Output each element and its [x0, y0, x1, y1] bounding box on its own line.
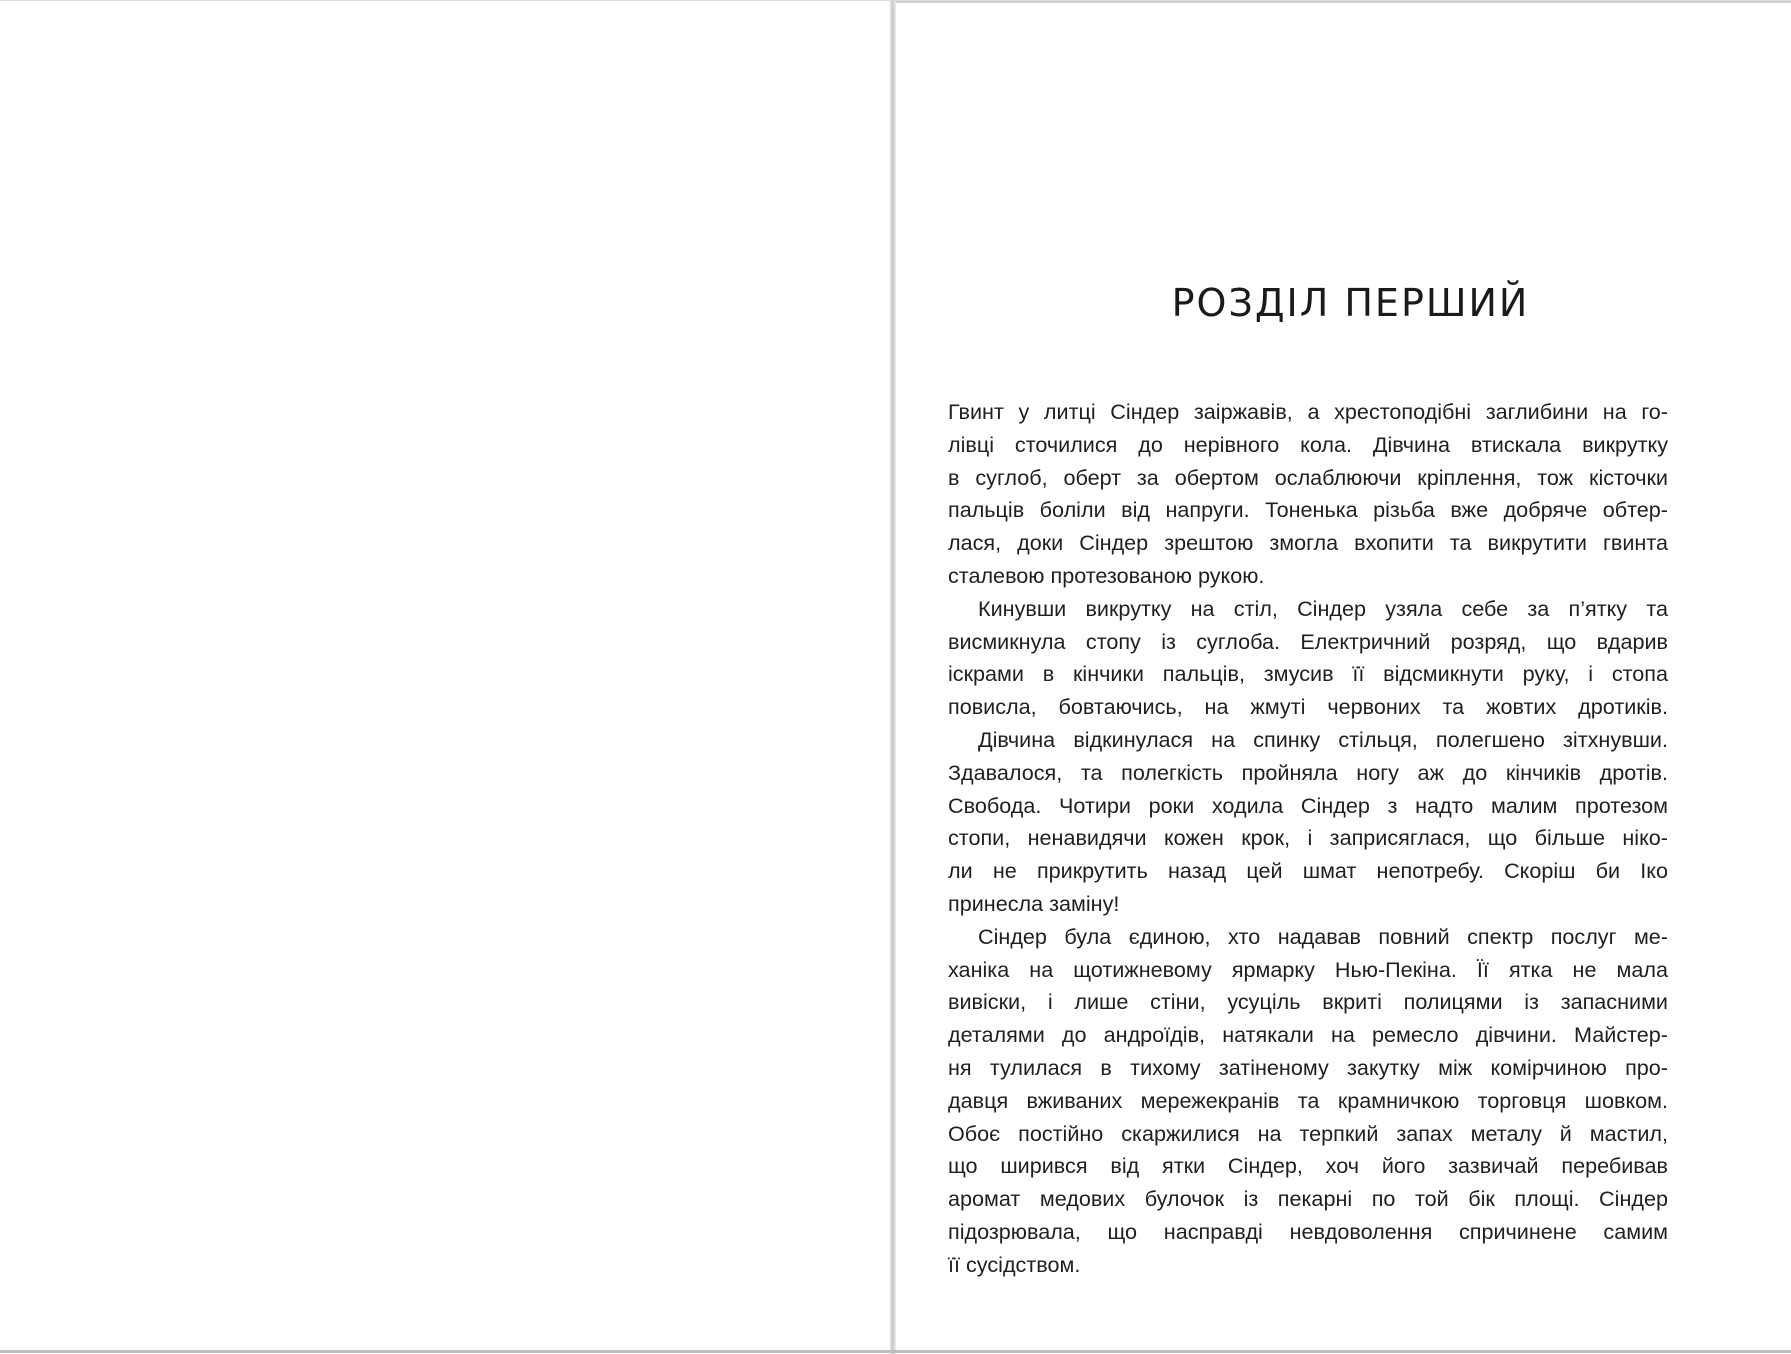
text-line: повисла, бовтаючись, на жмуті червоних та жовтих дротиків. [948, 694, 1668, 720]
text-line: підозрювала, що насправді невдоволення спричинене самим [948, 1218, 1668, 1244]
text-line: ли не прикрутить назад цей шмат непотребу. Скоріш би Іко [948, 858, 1668, 884]
text-line: висмикнула стопу із суглоба. Електричний розряд, що вдарив [948, 628, 1668, 654]
text-line: її сусідством. [948, 1251, 1081, 1277]
text-line: деталями до андроїдів, натякали на ремесло дівчини. Майстер- [948, 1022, 1668, 1048]
paragraph-3 [948, 724, 1668, 921]
chapter-title: РОЗДІЛ ПЕРШИЙ [1171, 281, 1530, 325]
paragraph-1 [948, 396, 1668, 593]
text-line: сталевою протезованою рукою. [948, 562, 1265, 588]
text-line: лівці сточилися до нерівного кола. Дівчина втискала викрутку [948, 431, 1668, 457]
text-line: Обоє постійно скаржилися на терпкий запах металу й мастил, [948, 1120, 1668, 1146]
scan-edge-top [896, 1, 1791, 3]
text-line: що ширився від ятки Сіндер, хоч його зазвичай перебивав [948, 1153, 1668, 1179]
text-line: Сіндер була єдиною, хто надавав повний спектр послуг ме- [978, 923, 1668, 949]
text-line: давця вживаних мережекранів та крамничкою торговця шовком. [948, 1087, 1668, 1113]
text-line: Свобода. Чотири роки ходила Сіндер з надто малим протезом [948, 792, 1668, 818]
paragraph-2 [948, 593, 1668, 724]
text-line: пальців боліли від напруги. Тоненька різьба вже добряче обтер- [948, 497, 1668, 523]
text-line: ня тулилася в тихому затіненому закутку між комірчиною про- [948, 1054, 1668, 1080]
text-line: іскрами в кінчики пальців, змусив її відсмикнути руку, і стопа [948, 661, 1668, 687]
text-line: Кинувши викрутку на стіл, Сіндер узяла себе за п’ятку та [978, 595, 1668, 621]
text-line: принесла заміну! [948, 890, 1120, 916]
text-line: лася, доки Сіндер зрештою змогла вхопити та викрутити гвинта [948, 530, 1668, 556]
chapter-body-text [948, 396, 1668, 1282]
text-line: стопи, ненавидячи кожен крок, і заприсяглася, що більше ніко- [948, 825, 1668, 851]
text-line: аромат медових булочок із пекарні по той бік площі. Сіндер [948, 1186, 1668, 1212]
right-page [896, 1, 1791, 1354]
left-page-blank [0, 1, 890, 1354]
text-line: вивіски, і лише стіни, усуціль вкриті полицями із запасними [948, 989, 1668, 1015]
text-line: в суглоб, оберт за обертом ослаблюючи кріплення, тож кісточки [948, 464, 1668, 490]
text-line: Гвинт у литці Сіндер заіржавів, а хрестоподібні заглибини на го- [948, 399, 1668, 424]
paragraph-4 [948, 921, 1668, 1282]
text-line: ханіка на щотижневому ярмарку Нью-Пекіна. Її ятка не мала [948, 956, 1668, 982]
text-line: Здавалося, та полегкість пройняла ногу аж до кінчиків дротів. [948, 759, 1668, 785]
text-line: Дівчина відкинулася на спинку стільця, полегшено зітхнувши. [978, 726, 1668, 752]
